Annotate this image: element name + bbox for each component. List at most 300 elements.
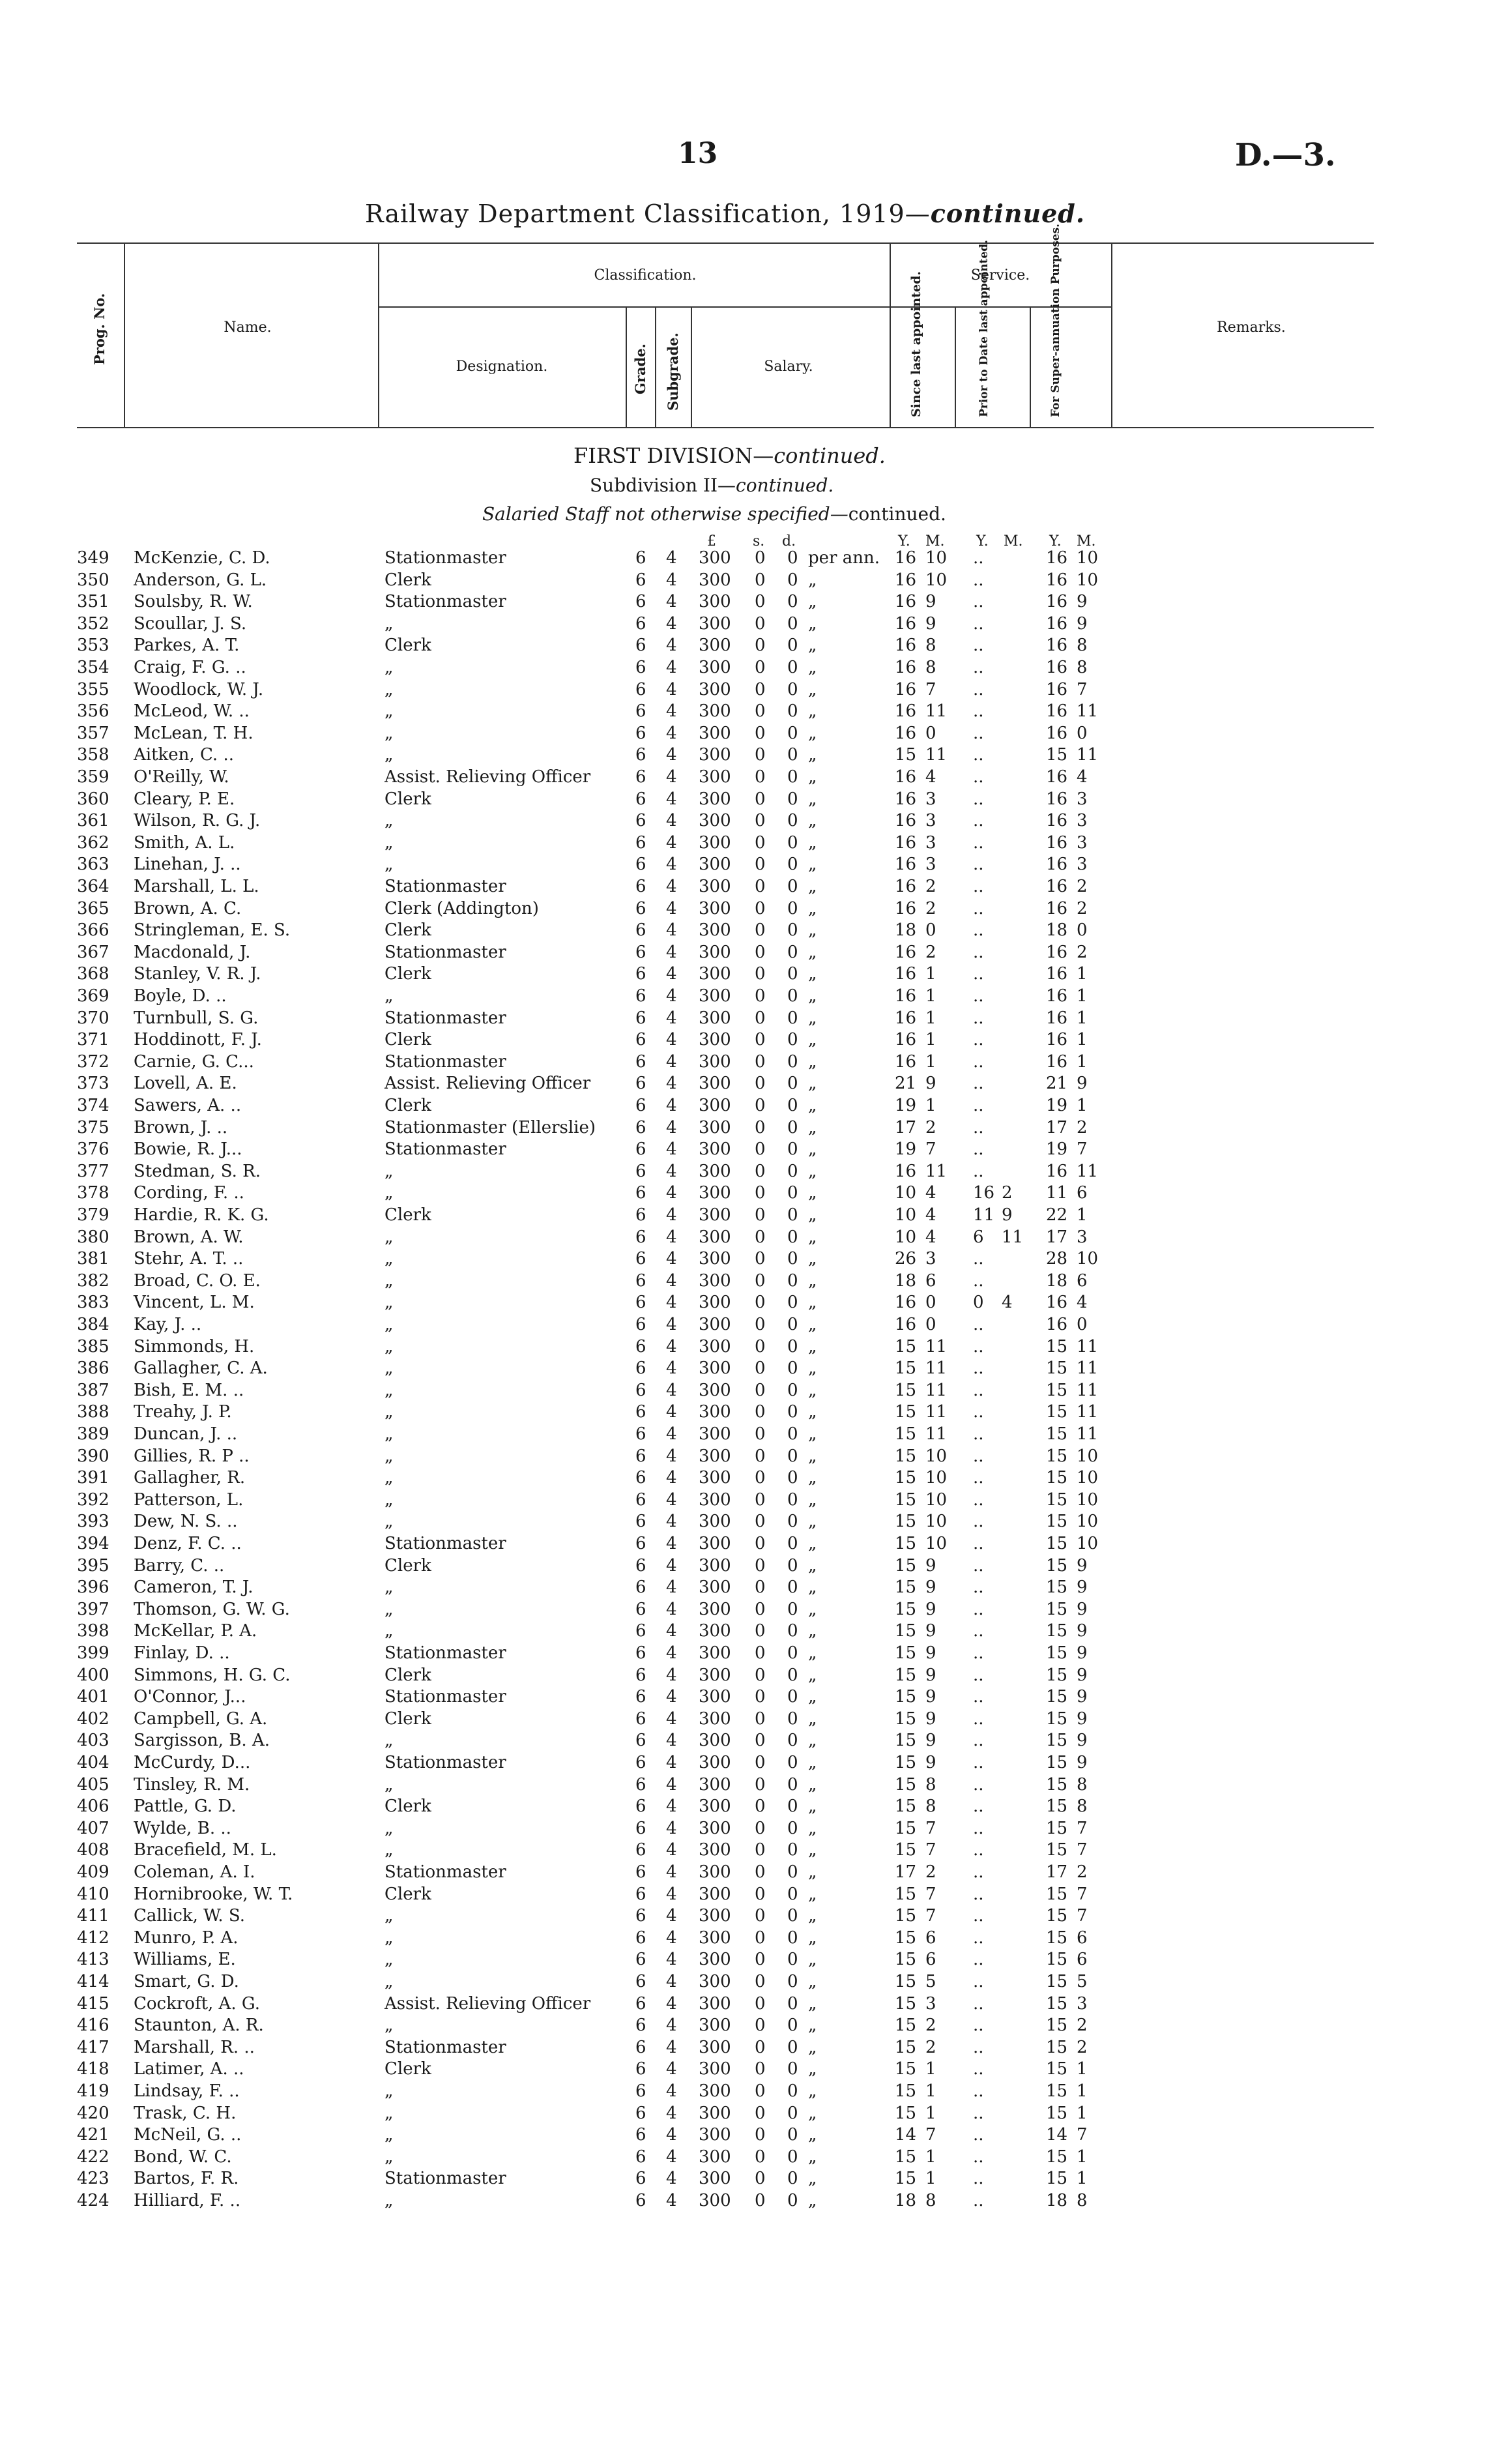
since-years: 16 <box>895 898 917 918</box>
staff-name: Brown, A. C. <box>134 898 242 918</box>
super-years: 15 <box>1046 1928 1068 1948</box>
grade: 6 <box>635 1840 646 1860</box>
prog-number: 365 <box>77 898 109 918</box>
salary-period: „ <box>808 1227 817 1247</box>
salary-pounds: 300 <box>699 745 731 765</box>
super-years: 15 <box>1046 2147 1068 2167</box>
since-years: 16 <box>895 613 917 634</box>
subgrade: 4 <box>666 1555 677 1576</box>
prior-years: .. <box>973 1139 984 1160</box>
salary-pounds: 300 <box>699 1972 731 1991</box>
salary-shillings: 0 <box>755 679 766 699</box>
salary-pounds: 300 <box>699 1599 731 1619</box>
subdivision-text: Subdivision II— <box>590 475 736 496</box>
table-row <box>0 1993 1493 2015</box>
division-title-cont: continued. <box>774 443 886 468</box>
since-months: 9 <box>925 1621 936 1641</box>
table-row <box>0 1073 1493 1094</box>
document-reference: D.—3. <box>1235 137 1336 173</box>
prior-years: .. <box>973 1336 984 1357</box>
super-months: 4 <box>1077 1293 1088 1313</box>
super-months: 7 <box>1077 1884 1088 1904</box>
salary-shillings: 0 <box>755 1534 766 1553</box>
salary-pence: 0 <box>787 701 798 722</box>
prog-number: 389 <box>77 1424 109 1444</box>
table-row <box>0 2103 1493 2124</box>
table-row <box>0 1182 1493 1204</box>
staff-name: Soulsby, R. W. <box>134 592 253 612</box>
super-months: 0 <box>1077 723 1088 743</box>
super-months: 1 <box>1077 986 1088 1006</box>
super-months: 1 <box>1077 2081 1088 2101</box>
prog-number: 413 <box>77 1950 109 1970</box>
grade: 6 <box>635 1731 646 1751</box>
designation: „ <box>384 1731 394 1751</box>
table-row <box>0 898 1493 920</box>
subgrade: 4 <box>666 613 677 634</box>
subgrade: 4 <box>666 1972 677 1991</box>
salary-pence: 0 <box>787 986 798 1006</box>
table-row <box>0 1884 1493 1905</box>
prior-years: .. <box>973 1577 984 1598</box>
since-years: 15 <box>895 1446 917 1466</box>
grade: 6 <box>635 2125 646 2145</box>
table-row <box>0 1029 1493 1051</box>
grade: 6 <box>635 548 646 568</box>
staff-name: Parkes, A. T. <box>134 636 240 656</box>
since-months: 0 <box>925 920 936 941</box>
staff-name: Kay, J. .. <box>134 1315 202 1334</box>
prog-number: 398 <box>77 1621 109 1641</box>
since-months: 9 <box>925 1599 936 1619</box>
since-years: 16 <box>895 1051 917 1072</box>
table-row <box>0 679 1493 701</box>
prior-years: .. <box>973 1599 984 1619</box>
prog-number: 414 <box>77 1972 109 1991</box>
staff-name: Brown, J. .. <box>134 1117 228 1137</box>
super-years: 16 <box>1046 613 1068 634</box>
subdivision-title <box>590 475 833 496</box>
super-years: 16 <box>1046 701 1068 722</box>
prog-number: 416 <box>77 2016 109 2036</box>
staff-name: Bracefield, M. L. <box>134 1840 277 1860</box>
prior-years: .. <box>973 920 984 941</box>
super-months: 1 <box>1077 1030 1088 1050</box>
super-years: 15 <box>1046 1818 1068 1838</box>
salary-shillings: 0 <box>755 1906 766 1926</box>
salary-shillings: 0 <box>755 1249 766 1269</box>
salary-period: „ <box>808 613 817 634</box>
designation: „ <box>384 1358 394 1379</box>
super-years: 15 <box>1046 1489 1068 1510</box>
subgrade: 4 <box>666 1489 677 1510</box>
prog-number: 415 <box>77 1993 109 2014</box>
designation: „ <box>384 1840 394 1860</box>
super-years: 11 <box>1046 1183 1068 1203</box>
table-row <box>0 876 1493 898</box>
designation: „ <box>384 1972 394 1991</box>
since-years: 15 <box>895 1402 917 1422</box>
table-row <box>0 1621 1493 1642</box>
super-months: 10 <box>1077 1534 1099 1553</box>
staff-name: Cleary, P. E. <box>134 789 235 809</box>
super-years: 15 <box>1046 1840 1068 1860</box>
salary-pence: 0 <box>787 1818 798 1838</box>
super-months: 7 <box>1077 1139 1088 1160</box>
since-years: 15 <box>895 1818 917 1838</box>
prior-years: .. <box>973 745 984 765</box>
salary-pence: 0 <box>787 1030 798 1050</box>
salary-shillings: 0 <box>755 1468 766 1488</box>
super-years: 15 <box>1046 1402 1068 1422</box>
grade: 6 <box>635 789 646 809</box>
subgrade: 4 <box>666 701 677 722</box>
subgrade: 4 <box>666 2169 677 2189</box>
grade: 6 <box>635 2103 646 2123</box>
subgrade: 4 <box>666 1906 677 1926</box>
since-months: 9 <box>925 613 936 634</box>
table-row <box>0 723 1493 744</box>
prior-years: .. <box>973 1446 984 1466</box>
prog-number: 392 <box>77 1489 109 1510</box>
col-divider <box>1111 242 1112 427</box>
salary-pence: 0 <box>787 570 798 590</box>
subgrade: 4 <box>666 2081 677 2101</box>
grade: 6 <box>635 1489 646 1510</box>
since-years: 16 <box>895 1293 917 1313</box>
designation: Clerk <box>384 636 431 656</box>
prog-number: 421 <box>77 2125 109 2145</box>
grade: 6 <box>635 1139 646 1160</box>
salary-pence: 0 <box>787 1950 798 1970</box>
subgrade: 4 <box>666 1840 677 1860</box>
super-years: 16 <box>1046 964 1068 984</box>
super-years: 15 <box>1046 1380 1068 1400</box>
salary-pence: 0 <box>787 1446 798 1466</box>
header-name: Name. <box>224 319 272 336</box>
grade: 6 <box>635 832 646 853</box>
salary-period: „ <box>808 1293 817 1313</box>
grade: 6 <box>635 1906 646 1926</box>
staff-name: Finlay, D. .. <box>134 1643 230 1663</box>
table-row <box>0 767 1493 788</box>
salary-pence: 0 <box>787 1928 798 1948</box>
salary-pence: 0 <box>787 1840 798 1860</box>
prior-years: .. <box>973 1489 984 1510</box>
salary-pounds: 300 <box>699 1249 731 1269</box>
since-months: 7 <box>925 2125 936 2145</box>
subgrade: 4 <box>666 942 677 962</box>
salary-shillings: 0 <box>755 745 766 765</box>
subgrade: 4 <box>666 2016 677 2036</box>
grade: 6 <box>635 1402 646 1422</box>
table-row <box>0 1205 1493 1226</box>
since-years: 15 <box>895 1621 917 1641</box>
grade: 6 <box>635 613 646 634</box>
salary-pounds: 300 <box>699 1205 731 1225</box>
prog-number: 375 <box>77 1117 109 1137</box>
table-row <box>0 1928 1493 1949</box>
salary-pence: 0 <box>787 2169 798 2189</box>
salary-pence: 0 <box>787 2037 798 2057</box>
super-months: 6 <box>1077 1183 1088 1203</box>
super-months: 3 <box>1077 855 1088 875</box>
subgrade: 4 <box>666 1380 677 1400</box>
header-subgrade: Subgrade. <box>665 332 681 411</box>
grade: 6 <box>635 2016 646 2036</box>
salary-shillings: 0 <box>755 1424 766 1444</box>
salary-period: „ <box>808 920 817 941</box>
since-months: 10 <box>925 1534 948 1553</box>
table-row <box>0 2168 1493 2190</box>
prog-number: 367 <box>77 942 109 962</box>
grade: 6 <box>635 2191 646 2210</box>
designation: „ <box>384 1818 394 1838</box>
subgrade: 4 <box>666 2103 677 2123</box>
table-row <box>0 1314 1493 1336</box>
super-years: 16 <box>1046 1315 1068 1334</box>
grade: 6 <box>635 679 646 699</box>
since-months: 7 <box>925 1818 936 1838</box>
grade: 6 <box>635 1424 646 1444</box>
grade: 6 <box>635 1512 646 1532</box>
since-months: 10 <box>925 548 948 568</box>
salary-pounds: 300 <box>699 1621 731 1641</box>
prior-years: .. <box>973 1818 984 1838</box>
super-years: 19 <box>1046 1139 1068 1160</box>
subgrade: 4 <box>666 1096 677 1115</box>
staff-text: Salaried Staff not otherwise specified— <box>482 503 848 525</box>
table-row <box>0 810 1493 832</box>
since-months: 9 <box>925 1555 936 1576</box>
salary-pence: 0 <box>787 1402 798 1422</box>
designation: „ <box>384 855 394 875</box>
staff-name: Boyle, D. .. <box>134 986 227 1006</box>
salary-period: „ <box>808 1555 817 1576</box>
super-months: 10 <box>1077 1489 1099 1510</box>
table-row <box>0 2147 1493 2168</box>
prior-years: .. <box>973 548 984 568</box>
salary-period: „ <box>808 2169 817 2189</box>
super-months: 1 <box>1077 1051 1088 1072</box>
designation: „ <box>384 658 394 677</box>
salary-pence: 0 <box>787 1709 798 1729</box>
since-years: 15 <box>895 2059 917 2079</box>
grade: 6 <box>635 1928 646 1948</box>
salary-pence: 0 <box>787 1797 798 1817</box>
salary-pounds: 300 <box>699 548 731 568</box>
salary-pounds: 300 <box>699 1840 731 1860</box>
prog-number: 385 <box>77 1336 109 1357</box>
table-row <box>0 1227 1493 1248</box>
header-prior-to-date: Prior to Date last appointed. <box>978 239 991 417</box>
since-months: 6 <box>925 1928 936 1948</box>
salary-pounds: 300 <box>699 1555 731 1576</box>
staff-name: Pattle, G. D. <box>134 1797 237 1817</box>
col-divider <box>378 242 379 427</box>
designation: „ <box>384 986 394 1006</box>
staff-name: Bond, W. C. <box>134 2147 232 2167</box>
designation: „ <box>384 1774 394 1795</box>
super-months: 2 <box>1077 942 1088 962</box>
grade: 6 <box>635 1074 646 1094</box>
since-months: 1 <box>925 2169 936 2189</box>
subgrade: 4 <box>666 920 677 941</box>
col-divider <box>890 242 891 427</box>
since-years: 16 <box>895 1008 917 1028</box>
salary-pounds: 300 <box>699 1293 731 1313</box>
since-months: 4 <box>925 767 936 787</box>
salary-pence: 0 <box>787 1227 798 1247</box>
salary-shillings: 0 <box>755 1358 766 1379</box>
super-months: 0 <box>1077 1315 1088 1334</box>
salary-pence: 0 <box>787 877 798 896</box>
staff-name: McKenzie, C. D. <box>134 548 270 568</box>
super-months: 1 <box>1077 1096 1088 1115</box>
since-years: 16 <box>895 636 917 656</box>
super-years: 16 <box>1046 548 1068 568</box>
since-years: 10 <box>895 1205 917 1225</box>
table-row <box>0 1862 1493 1883</box>
prog-number: 411 <box>77 1906 109 1926</box>
prog-number: 358 <box>77 745 109 765</box>
since-years: 16 <box>895 1030 917 1050</box>
staff-name: Macdonald, J. <box>134 942 251 962</box>
salary-pounds: 300 <box>699 613 731 634</box>
prog-number: 359 <box>77 767 109 787</box>
since-years: 10 <box>895 1227 917 1247</box>
prog-number: 379 <box>77 1205 109 1225</box>
since-months: 2 <box>925 898 936 918</box>
prog-number: 423 <box>77 2169 109 2189</box>
salary-period: „ <box>808 767 817 787</box>
salary-pence: 0 <box>787 1862 798 1882</box>
prior-years: .. <box>973 986 984 1006</box>
staff-name: Campbell, G. A. <box>134 1709 268 1729</box>
staff-name: Vincent, L. M. <box>134 1293 255 1313</box>
salary-period: „ <box>808 1117 817 1137</box>
prog-number: 372 <box>77 1051 109 1072</box>
since-months: 11 <box>925 1402 948 1422</box>
subgrade: 4 <box>666 658 677 677</box>
staff-name: Carnie, G. C... <box>134 1051 254 1072</box>
salary-shillings: 0 <box>755 1336 766 1357</box>
since-years: 15 <box>895 2037 917 2057</box>
since-months: 10 <box>925 570 948 590</box>
designation: Clerk <box>384 1884 431 1904</box>
super-years: 17 <box>1046 1117 1068 1137</box>
salary-pounds: 300 <box>699 1008 731 1028</box>
grade: 6 <box>635 1227 646 1247</box>
grade: 6 <box>635 1599 646 1619</box>
staff-name: Hornibrooke, W. T. <box>134 1884 293 1904</box>
staff-name: McKellar, P. A. <box>134 1621 257 1641</box>
staff-name: Broad, C. O. E. <box>134 1270 261 1291</box>
staff-name: Williams, E. <box>134 1950 236 1970</box>
super-months: 7 <box>1077 1818 1088 1838</box>
since-months: 0 <box>925 1293 936 1313</box>
table-row <box>0 1752 1493 1774</box>
staff-name: Tinsley, R. M. <box>134 1774 250 1795</box>
since-years: 16 <box>895 964 917 984</box>
salary-period: „ <box>808 1950 817 1970</box>
since-years: 15 <box>895 1380 917 1400</box>
salary-pence: 0 <box>787 745 798 765</box>
prog-number: 394 <box>77 1534 109 1553</box>
table-row <box>0 1467 1493 1489</box>
prog-number: 374 <box>77 1096 109 1115</box>
prior-years: .. <box>973 723 984 743</box>
prior-years: .. <box>973 898 984 918</box>
grade: 6 <box>635 1862 646 1882</box>
prior-years: .. <box>973 1358 984 1379</box>
page-title <box>365 199 1085 228</box>
since-months: 11 <box>925 701 948 722</box>
designation: Stationmaster <box>384 592 506 612</box>
prior-years: 6 <box>973 1227 984 1247</box>
subgrade: 4 <box>666 855 677 875</box>
since-months: 1 <box>925 2103 936 2123</box>
table-row <box>0 1796 1493 1817</box>
salary-pence: 0 <box>787 942 798 962</box>
prog-number: 412 <box>77 1928 109 1948</box>
salary-period: „ <box>808 1183 817 1203</box>
salary-shillings: 0 <box>755 1643 766 1663</box>
staff-name: Sargisson, B. A. <box>134 1731 270 1751</box>
super-months: 10 <box>1077 1249 1099 1269</box>
subgrade: 4 <box>666 1862 677 1882</box>
subgrade: 4 <box>666 1665 677 1685</box>
salary-period: „ <box>808 1446 817 1466</box>
super-months: 0 <box>1077 920 1088 941</box>
salary-pounds: 300 <box>699 1774 731 1795</box>
table-row <box>0 1489 1493 1511</box>
salary-shillings: 0 <box>755 1665 766 1685</box>
salary-pounds: 300 <box>699 1906 731 1926</box>
col-divider <box>626 306 627 427</box>
super-months: 10 <box>1077 570 1099 590</box>
super-years: 15 <box>1046 1424 1068 1444</box>
salary-shillings: 0 <box>755 2016 766 2036</box>
super-years: 15 <box>1046 1774 1068 1795</box>
salary-period: „ <box>808 811 817 831</box>
designation: „ <box>384 1468 394 1488</box>
salary-period: „ <box>808 1096 817 1115</box>
salary-period: „ <box>808 1993 817 2014</box>
designation: Clerk <box>384 964 431 984</box>
since-months: 3 <box>925 1249 936 1269</box>
staff-name: Craig, F. G. .. <box>134 658 246 677</box>
salary-pounds: 300 <box>699 1051 731 1072</box>
salary-pence: 0 <box>787 1906 798 1926</box>
designation: „ <box>384 2103 394 2123</box>
salary-pence: 0 <box>787 1993 798 2014</box>
salary-pounds: 300 <box>699 1358 731 1379</box>
header-classification: Classification. <box>594 267 697 284</box>
salary-pence: 0 <box>787 2081 798 2101</box>
since-years: 16 <box>895 767 917 787</box>
salary-pounds: 300 <box>699 2059 731 2079</box>
super-years: 15 <box>1046 1993 1068 2014</box>
prog-number: 409 <box>77 1862 109 1882</box>
salary-pence: 0 <box>787 1621 798 1641</box>
salary-pence: 0 <box>787 1249 798 1269</box>
salary-pence: 0 <box>787 1643 798 1663</box>
super-months: 1 <box>1077 2059 1088 2079</box>
salary-period: „ <box>808 1818 817 1838</box>
salary-shillings: 0 <box>755 1489 766 1510</box>
grade: 6 <box>635 1051 646 1072</box>
